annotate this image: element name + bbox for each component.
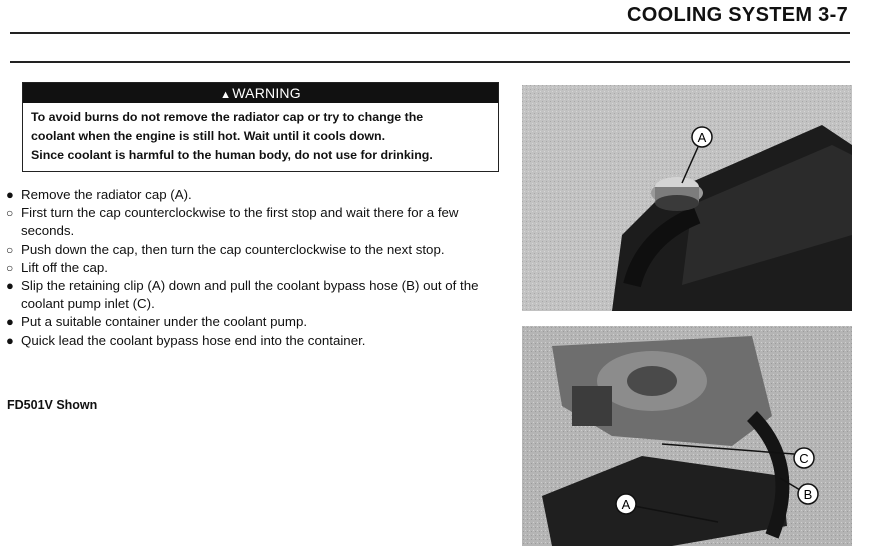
- step-text: Slip the retaining clip (A) down and pull the coolant bypass hose (B) out of the coolant pump inlet (C).: [21, 278, 479, 312]
- procedure-step: [6, 186, 506, 204]
- warning-line: coolant when the engine is still hot. Wait until it cools down.: [31, 129, 386, 143]
- filled-circle-bullet-icon: ●: [6, 278, 14, 294]
- coolant-pump-photo: [522, 326, 852, 546]
- warning-heading: [23, 83, 498, 103]
- filled-circle-bullet-icon: ●: [6, 332, 14, 348]
- hollow-circle-bullet-icon: ○: [6, 260, 14, 275]
- filled-circle-bullet-icon: ●: [6, 187, 14, 202]
- callout-label-a: A: [697, 130, 707, 145]
- step-text: First turn the cap counterclockwise to the first stop and wait there for a few seconds.: [21, 205, 459, 239]
- radiator-cap-photo: [522, 85, 852, 311]
- header-rule: [10, 32, 850, 34]
- figure-caption: FD501V Shown: [7, 398, 98, 412]
- hollow-circle-bullet-icon: ○: [6, 206, 14, 221]
- procedure-step: [6, 277, 506, 313]
- warning-line: Since coolant is harmful to the human body, do not use for drinking.: [31, 148, 433, 162]
- procedure-steps: [6, 186, 506, 350]
- filled-circle-bullet-icon: ●: [6, 314, 14, 330]
- warning-line: To avoid burns do not remove the radiator cap or try to change the: [31, 110, 424, 124]
- section-rule: [10, 61, 850, 63]
- procedure-step: [6, 332, 506, 350]
- procedure-step: [6, 259, 506, 277]
- warning-box: [22, 82, 499, 172]
- step-text: Quick lead the coolant bypass hose end into the container.: [21, 332, 366, 348]
- callout-label-c: C: [799, 451, 809, 466]
- procedure-step: [6, 313, 506, 331]
- hollow-circle-bullet-icon: ○: [6, 242, 14, 257]
- page-header-title: COOLING SYSTEM 3-7: [627, 4, 848, 26]
- warning-triangle-icon: ▲: [220, 89, 232, 101]
- procedure-step: [6, 241, 506, 259]
- callout-label-b: B: [803, 487, 813, 502]
- warning-text: [23, 103, 498, 165]
- step-text: Remove the radiator cap (A).: [21, 187, 192, 202]
- step-text: Push down the cap, then turn the cap counterclockwise to the next stop.: [21, 241, 445, 257]
- procedure-step: [6, 204, 506, 240]
- warning-heading-label: WARNING: [232, 85, 301, 101]
- step-text: Put a suitable container under the coolant pump.: [21, 314, 308, 330]
- callout-label-a: A: [621, 497, 631, 512]
- step-text: Lift off the cap.: [21, 259, 108, 275]
